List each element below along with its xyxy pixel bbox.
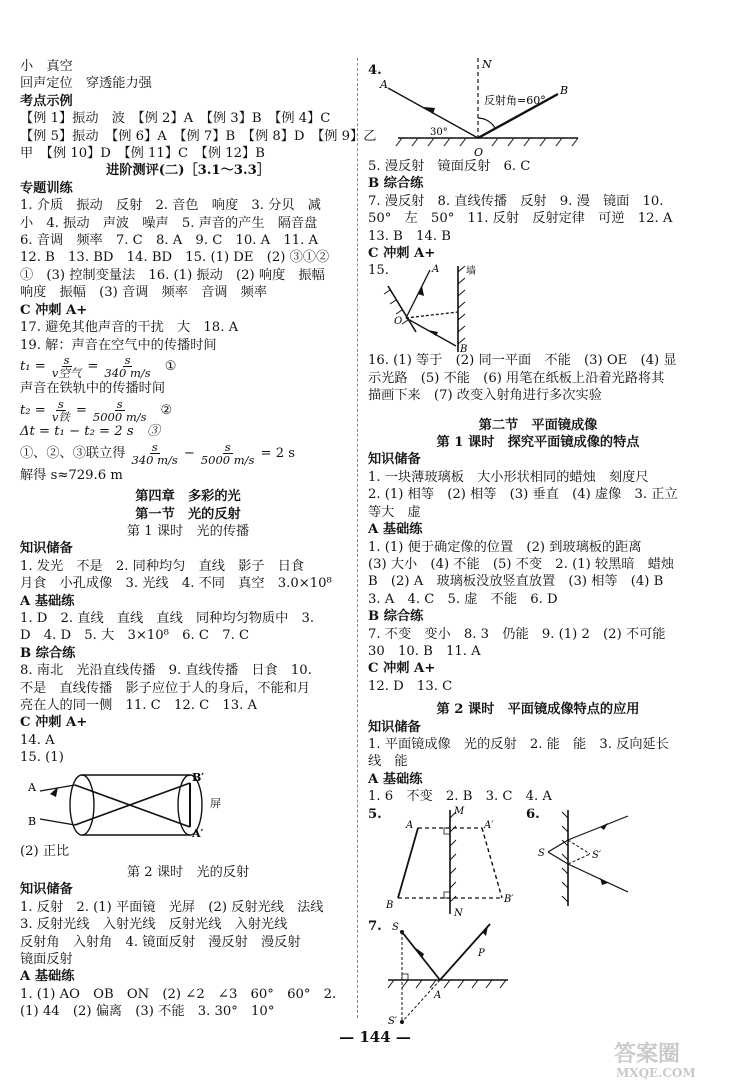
figure-4-block xyxy=(368,58,708,158)
text-line: 13. B 14. B xyxy=(368,228,451,244)
reflection-construction-diagram xyxy=(378,918,538,1026)
text-line: 镜面反射 xyxy=(20,952,73,968)
text-line: 1. (1) AO OB ON (2) ∠2 ∠3 60° 60° 2. xyxy=(20,986,337,1002)
label-A: A xyxy=(434,989,442,1001)
label-S-prime: S′ xyxy=(592,849,602,861)
label-A: A xyxy=(406,819,414,831)
column-divider xyxy=(357,58,358,1018)
section-heading: A 基础练 xyxy=(20,593,75,609)
text-line: 1. 反射 2. (1) 平面镜 光屏 (2) 反射光线 法线 xyxy=(20,899,324,915)
section-heading: 知识储备 xyxy=(368,452,421,468)
text-line: 小 真空 xyxy=(20,59,73,74)
label-S: S xyxy=(392,921,399,933)
chapter-title: 第四章 多彩的光 xyxy=(135,489,241,505)
text-line: B (2) A 玻璃板没放竖直放置 (3) 相等 (4) B xyxy=(368,574,664,590)
lesson-title: 第 1 课时 探究平面镜成像的特点 xyxy=(436,435,640,451)
text-line: 反射角 入射角 4. 镜面反射 漫反射 漫反射 xyxy=(20,934,301,950)
label-B: B xyxy=(560,84,569,97)
text-line: 7. 漫反射 8. 直线传播 反射 9. 漫 镜面 10. xyxy=(368,193,664,209)
label-N: N xyxy=(482,58,492,71)
text-line: 1. (1) 便于确定像的位置 (2) 到玻璃板的距离 xyxy=(368,539,642,555)
formula-text: = 2 s xyxy=(260,446,296,462)
fraction: $\frac{s}{5000 m/s}$ xyxy=(200,440,255,468)
figure-5-6-block xyxy=(368,806,708,918)
text-line: 1. 一块薄玻璃板 大小形状相同的蜡烛 刻度尺 xyxy=(368,469,649,485)
reflection-diagram xyxy=(378,58,598,158)
label-S: S xyxy=(538,847,545,859)
watermark-url: MXQE.COM xyxy=(616,1066,696,1080)
label-angle: 反射角=60° xyxy=(484,94,546,107)
text-line: 6. 音调 频率 7. C 8. A 9. C 10. A 11. A xyxy=(20,233,319,249)
lesson-title: 第 1 课时 光的传播 xyxy=(126,523,250,539)
label-30: 30° xyxy=(430,127,448,138)
formula-delta: Δt = t₁ − t₂ = 2 s ③ xyxy=(20,424,161,440)
formula-t2 xyxy=(20,397,356,423)
section-heading: A 基础练 xyxy=(368,522,423,538)
pinhole-diagram xyxy=(20,769,240,841)
label-N: N xyxy=(454,907,463,918)
text-line: 【例 5】振动 【例 6】A 【例 7】B 【例 8】D 【例 9】乙 xyxy=(20,128,377,144)
equals-sign: = xyxy=(75,402,87,418)
watermark-text: 答案圈 xyxy=(614,1041,681,1067)
section-heading: 专题训练 xyxy=(20,180,73,196)
text-line: 小 4. 振动 声波 噪声 5. 声音的产生 隔音盘 xyxy=(20,215,318,231)
left-column xyxy=(20,58,377,1021)
section-title: 第一节 光的反射 xyxy=(135,506,241,522)
mirror-wall-diagram xyxy=(378,262,498,352)
label-A-prime: A′ xyxy=(192,826,204,840)
test-title: 进阶测评(二)［3.1～3.3］ xyxy=(106,163,270,179)
section-heading: B 综合练 xyxy=(20,645,76,661)
text-line: (3) 大小 (4) 不能 (5) 不变 2. (1) 较黑暗 蜡烛 xyxy=(368,556,675,572)
text-line: 7. 不变 变小 8. 3 仍能 9. (1) 2 (2) 不可能 xyxy=(368,626,666,642)
text-line: 14. A xyxy=(20,732,55,748)
text-line: 15. (1) xyxy=(20,750,64,766)
section-heading: C 冲刺 A+ xyxy=(20,715,88,731)
section-heading: C 冲刺 A+ xyxy=(368,246,436,262)
text-line: D 4. D 5. 大 3×10⁸ 6. C 7. C xyxy=(20,628,250,644)
equation-tag: ② xyxy=(160,402,173,418)
figure-15-block xyxy=(368,262,708,352)
text-line: 5. 漫反射 镜面反射 6. C xyxy=(368,159,531,174)
text-line: 声音在铁轨中的传播时间 xyxy=(20,380,166,396)
label-A: A xyxy=(380,78,388,91)
mirror-image-diagram xyxy=(378,806,528,918)
fraction: $\frac{s}{\text{v空气}}$ xyxy=(51,353,82,381)
label-wall: 墙 xyxy=(466,266,476,278)
text-line: 解得 s≈729.6 m xyxy=(20,467,123,483)
label-B: B xyxy=(386,899,394,911)
lesson-title: 第 2 课时 平面镜成像特点的应用 xyxy=(436,702,640,718)
label-B-prime: B′ xyxy=(504,893,514,905)
section-heading: B 综合练 xyxy=(368,609,424,625)
text-line: (1) 44 (2) 偏离 (3) 不能 3. 30° 10° xyxy=(20,1004,275,1020)
label-B: B xyxy=(28,814,37,828)
text-line: 16. (1) 等于 (2) 同一平面 不能 (3) OE (4) 显 xyxy=(368,353,677,369)
section-heading: A 基础练 xyxy=(20,969,75,985)
text-line: 甲 【例 10】D 【例 11】C 【例 12】B xyxy=(20,146,265,162)
label-B-prime: B′ xyxy=(192,770,205,784)
question-number: 5. xyxy=(368,806,382,822)
label-A-prime: A′ xyxy=(484,819,494,831)
section-heading: C 冲刺 A+ xyxy=(368,661,436,677)
section-heading: 知识储备 xyxy=(20,541,73,557)
question-number: 6. xyxy=(526,806,540,822)
text-line: 1. 6 不变 2. B 3. C 4. A xyxy=(368,789,552,805)
label-A: A xyxy=(28,780,36,794)
text-line: 响度 振幅 (3) 音调 频率 音调 频率 xyxy=(20,285,268,301)
right-column xyxy=(368,58,708,1026)
text-line: 12. B 13. BD 14. BD 15. (1) DE (2) ③①② xyxy=(20,250,330,266)
text-line: 回声定位 穿透能力强 xyxy=(20,76,152,92)
formula-lhs: t₁ = xyxy=(20,359,46,375)
text-line: 示光路 (5) 不能 (6) 用笔在纸板上沿着光路将其 xyxy=(368,370,665,386)
formula-combined xyxy=(20,441,356,467)
text-line: 【例 1】振动 波 【例 2】A 【例 3】B 【例 4】C xyxy=(20,111,331,127)
text-line: 17. 避免其他声音的干扰 大 18. A xyxy=(20,320,239,336)
label-B: B xyxy=(460,344,468,353)
label-O: O xyxy=(394,316,403,328)
figure-7-block xyxy=(368,918,708,1026)
text-line: 等大 虚 xyxy=(368,504,421,520)
section-heading: C 冲刺 A+ xyxy=(20,302,88,318)
page-number: — 144 — xyxy=(339,1028,411,1046)
label-A: A xyxy=(432,264,440,276)
formula-text: ①、②、③联立得 xyxy=(20,446,126,462)
section-heading: B 综合练 xyxy=(368,176,424,192)
minus-sign: − xyxy=(183,446,195,462)
text-line: 线 能 xyxy=(368,754,408,770)
section-heading: 知识储备 xyxy=(20,882,73,898)
text-line: ① (3) 控制变量法 16. (1) 振动 (2) 响度 振幅 xyxy=(20,267,325,283)
label-S-prime: S′ xyxy=(388,1015,398,1026)
label-M: M xyxy=(454,805,465,817)
question-number: 4. xyxy=(368,63,382,78)
equation-tag: ① xyxy=(164,359,177,375)
formula-lhs: t₂ = xyxy=(20,402,46,418)
section-heading: A 基础练 xyxy=(368,771,423,787)
text-line: 1. 发光 不是 2. 同种均匀 直线 影子 日食 xyxy=(20,558,305,574)
text-line: 1. D 2. 直线 直线 直线 同种均匀物质中 3. xyxy=(20,610,315,626)
section-heading: 知识储备 xyxy=(368,719,421,735)
text-line: 亮在人的同一侧 11. C 12. C 13. A xyxy=(20,698,258,713)
text-line: 月食 小孔成像 3. 光线 4. 不同 真空 3.0×10⁸ xyxy=(20,576,332,592)
label-screen: 屏 xyxy=(210,796,221,810)
fraction: $\frac{s}{\text{v铁}}$ xyxy=(51,396,70,424)
text-line: 12. D 13. C xyxy=(368,678,453,694)
text-line: 50° 左 50° 11. 反射 反射定律 可逆 12. A xyxy=(368,211,673,227)
question-number: 7. xyxy=(368,918,382,934)
text-line: 3. A 4. C 5. 虚 不能 6. D xyxy=(368,591,558,607)
lesson-title: 第 2 课时 光的反射 xyxy=(126,865,250,881)
text-line: 3. 反射光线 入射光线 反射光线 入射光线 xyxy=(20,917,288,933)
text-line: 描画下来 (7) 改变入射角进行多次实验 xyxy=(368,388,602,404)
text-line: 8. 南北 光沿直线传播 9. 直线传播 日食 10. xyxy=(20,663,312,679)
fraction: $\frac{s}{340 m/s}$ xyxy=(131,440,178,468)
label-P: P xyxy=(478,947,485,959)
text-line: 30 10. B 11. A xyxy=(368,643,481,659)
text-line: 1. 介质 振动 反射 2. 音色 响度 3. 分贝 减 xyxy=(20,198,321,214)
section-title: 第二节 平面镜成像 xyxy=(478,417,598,433)
text-line: (2) 正比 xyxy=(20,843,70,859)
mirror-point-diagram xyxy=(538,806,658,918)
watermark-logo xyxy=(610,1035,735,1080)
label-O: O xyxy=(474,146,484,158)
section-heading: 考点示例 xyxy=(20,93,73,109)
text-line: 19. 解：声音在空气中的传播时间 xyxy=(20,337,217,353)
formula-t1 xyxy=(20,354,356,380)
text-line: 不是 直线传播 影子应位于人的身后，不能和月 xyxy=(20,680,311,696)
question-number: 15. xyxy=(368,263,389,279)
fraction: $\frac{s}{340 m/s}$ xyxy=(104,353,151,381)
fraction: $\frac{s}{5000 m/s}$ xyxy=(92,396,147,424)
equals-sign: = xyxy=(87,359,99,375)
text-line: 1. 平面镜成像 光的反射 2. 能 能 3. 反向延长 xyxy=(368,736,669,752)
text-line: 2. (1) 相等 (2) 相等 (3) 垂直 (4) 虚像 3. 正立 xyxy=(368,487,678,503)
